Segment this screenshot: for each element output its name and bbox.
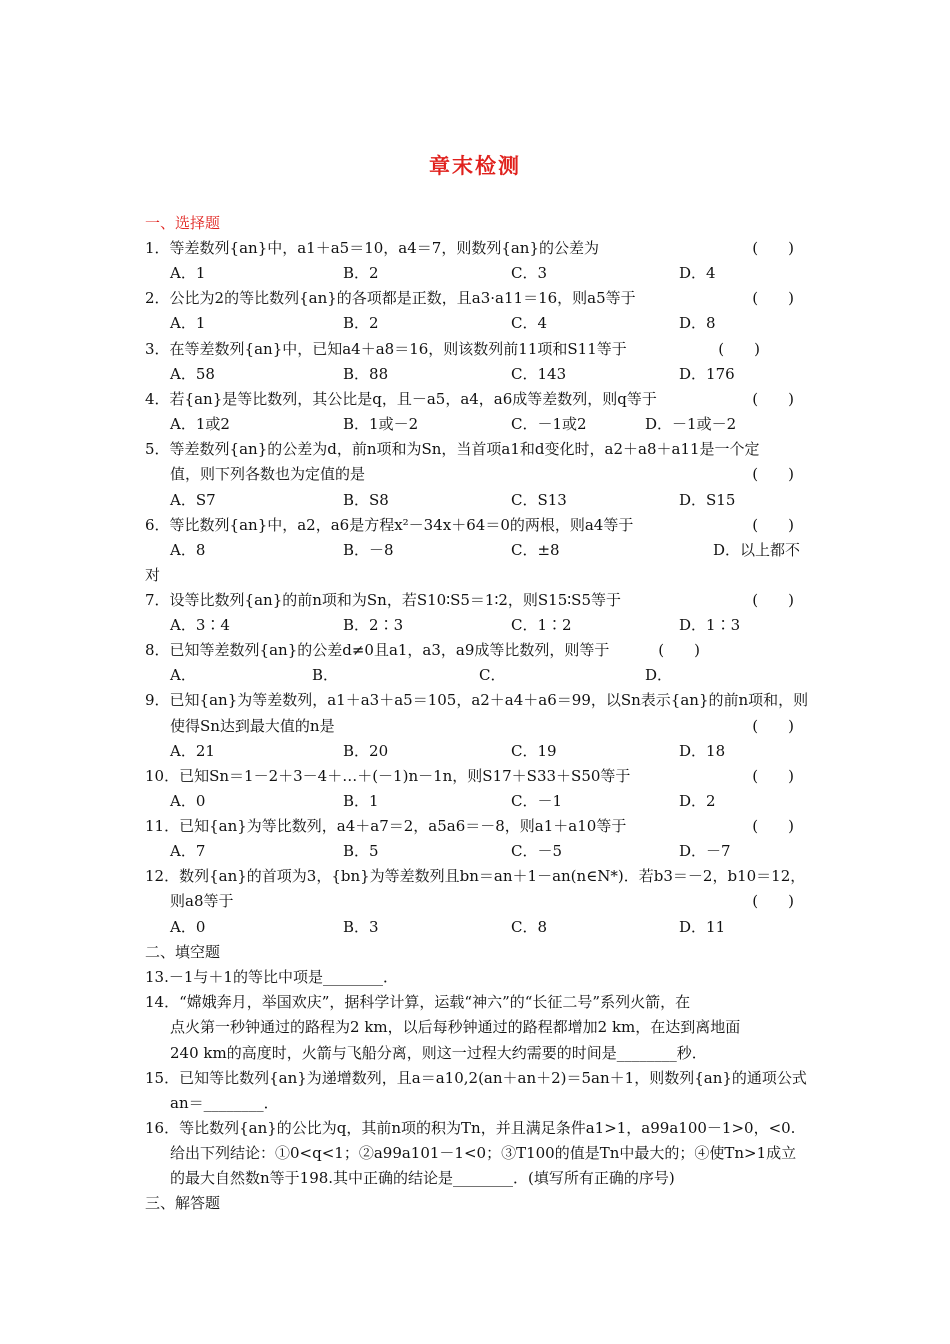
- option-b: B．1或－2: [343, 415, 419, 433]
- option-a: A．7: [170, 842, 206, 860]
- question-1-text: 1．等差数列{an}中，a1＋a5＝10，a4＝7，则数列{an}的公差为: [145, 239, 600, 257]
- option-b: B．88: [343, 365, 389, 383]
- option-c: C．－5: [511, 842, 563, 860]
- question-8-text: 8．已知等差数列{an}的公差d≠0且a1，a3，a9成等比数列，则等于: [145, 641, 610, 659]
- question-11-options: [170, 841, 810, 861]
- option-c: C．19: [511, 742, 557, 760]
- section-heading-fill: 二、填空题: [145, 943, 221, 961]
- question-15-text-2: an＝________．: [170, 1094, 279, 1112]
- option-d: D．8: [679, 314, 716, 332]
- option-b: B．2∶3: [343, 616, 404, 634]
- answer-bracket: ( ): [752, 516, 794, 534]
- question-1: [145, 238, 810, 258]
- option-b: B．1: [343, 792, 379, 810]
- question-14-text-2: 点火第一秒钟通过的路程为2 km，以后每秒钟通过的路程都增加2 km，在达到离地面: [170, 1018, 741, 1036]
- question-10: [145, 766, 810, 786]
- option-a: A．21: [170, 742, 215, 760]
- answer-bracket: ( ): [752, 892, 794, 910]
- question-16-text-2: 给出下列结论：①0<q<1；②a99a101－1<0；③T100的值是Tn中最大的；④使Tn>1成立: [170, 1144, 797, 1162]
- question-9-options: [170, 741, 810, 761]
- question-7-text: 7．设等比数列{an}的前n项和为Sn，若S10∶S5＝1∶2，则S15∶S5等于: [145, 591, 621, 609]
- option-d: D．－7: [679, 842, 731, 860]
- option-a: A．1: [170, 314, 206, 332]
- option-d: D．11: [679, 918, 726, 936]
- question-15-text: 15．已知等比数列{an}为递增数列，且a＝a10,2(an＋an＋2)＝5an＋1，则数列{an}的通项公式: [145, 1069, 807, 1087]
- question-12-line-2: [170, 891, 810, 911]
- question-11: [145, 816, 810, 836]
- option-a: A．S7: [170, 491, 216, 509]
- question-1-options: [170, 263, 810, 283]
- question-3-text: 3．在等差数列{an}中，已知a4＋a8＝16，则该数列前11项和S11等于: [145, 340, 627, 358]
- option-d: D．: [645, 666, 673, 684]
- option-c: C．1∶2: [511, 616, 572, 634]
- question-2: [145, 288, 810, 308]
- option-d: D．S15: [679, 491, 736, 509]
- page-title: 章末检测: [429, 153, 521, 178]
- question-6-text: 6．等比数列{an}中，a2，a6是方程x²－34x＋64＝0的两根，则a4等于: [145, 516, 634, 534]
- question-3: [145, 339, 810, 359]
- question-11-text: 11．已知{an}为等比数列，a4＋a7＝2，a5a6＝－8，则a1＋a10等于: [145, 817, 627, 835]
- answer-bracket: ( ): [752, 717, 794, 735]
- question-4-options: [170, 414, 810, 434]
- answer-bracket: ( ): [752, 591, 794, 609]
- option-d: D．－1或－2: [645, 415, 737, 433]
- option-d: D．4: [679, 264, 716, 282]
- question-6: [145, 515, 810, 535]
- option-c: C．S13: [511, 491, 567, 509]
- question-14-text: 14．“嫦娥奔月，举国欢庆”，据科学计算，运载“神六”的“长征二号”系列火箭，在: [145, 993, 691, 1011]
- question-16-text-3: 的最大自然数n等于198.其中正确的结论是________．(填写所有正确的序号): [170, 1169, 675, 1187]
- question-8-options: [170, 665, 810, 685]
- option-c: C．143: [511, 365, 567, 383]
- option-c: C．3: [511, 264, 548, 282]
- question-7: [145, 590, 810, 610]
- question-9-text: 9．已知{an}为等差数列，a1＋a3＋a5＝105，a2＋a4＋a6＝99，以Sn表示{an}的前n项和，则: [145, 691, 809, 709]
- option-c: C．－1或2: [511, 415, 587, 433]
- option-a: A．1: [170, 264, 206, 282]
- question-7-options: [170, 615, 810, 635]
- question-2-options: [170, 313, 810, 333]
- option-a: A．8: [170, 541, 206, 559]
- answer-bracket: ( ): [752, 465, 794, 483]
- question-12-text-2: 则a8等于: [170, 892, 234, 910]
- option-b: B．－8: [343, 541, 394, 559]
- question-10-text: 10．已知Sn＝1－2＋3－4＋…＋(－1)n－1n，则S17＋S33＋S50等于: [145, 767, 631, 785]
- answer-bracket: ( ): [752, 390, 794, 408]
- option-a: A．1或2: [170, 415, 230, 433]
- option-b: B．2: [343, 314, 379, 332]
- option-b: B．2: [343, 264, 379, 282]
- question-2-text: 2．公比为2的等比数列{an}的各项都是正数，且a3·a11＝16，则a5等于: [145, 289, 636, 307]
- option-c: C．±8: [511, 541, 560, 559]
- answer-bracket: ( ): [752, 239, 794, 257]
- question-16-text: 16．等比数列{an}的公比为q，其前n项的积为Tn，并且满足条件a1>1，a99a100－1>0，<0.: [145, 1119, 796, 1137]
- option-b: B．5: [343, 842, 379, 860]
- question-4-text: 4．若{an}是等比数列，其公比是q，且－a5，a4，a6成等差数列，则q等于: [145, 390, 657, 408]
- option-b: B．3: [343, 918, 379, 936]
- question-9-text-2: 使得Sn达到最大值的n是: [170, 717, 335, 735]
- option-a: A．58: [170, 365, 215, 383]
- answer-bracket: ( ): [658, 641, 700, 659]
- option-d: D．18: [679, 742, 726, 760]
- question-5-options: [170, 490, 810, 510]
- option-a: A．: [170, 666, 196, 684]
- answer-bracket: ( ): [752, 817, 794, 835]
- option-a: A．3∶4: [170, 616, 230, 634]
- option-a: A．0: [170, 792, 206, 810]
- option-c: C．: [479, 666, 506, 684]
- section-heading-choice: 一、选择题: [145, 214, 221, 232]
- section-heading-solve: 三、解答题: [145, 1194, 221, 1212]
- question-5-text: 5．等差数列{an}的公差为d，前n项和为Sn，当首项a1和d变化时，a2＋a8＋a11是一个定: [145, 440, 760, 458]
- question-6-options: [170, 540, 810, 560]
- option-d: D．2: [679, 792, 716, 810]
- question-13-text: 13.－1与＋1的等比中项是________．: [145, 968, 398, 986]
- question-4: [145, 389, 810, 409]
- answer-bracket: ( ): [752, 767, 794, 785]
- question-14-text-3: 240 km的高度时，火箭与飞船分离，则这一过程大约需要的时间是________秒．: [170, 1044, 707, 1062]
- option-c: C．4: [511, 314, 548, 332]
- question-9-line-2: [170, 716, 810, 736]
- option-b: B．: [312, 666, 339, 684]
- answer-bracket: ( ): [752, 289, 794, 307]
- option-b: B．S8: [343, 491, 389, 509]
- option-a: A．0: [170, 918, 206, 936]
- question-6-wrap: 对: [145, 566, 161, 584]
- option-d: D．176: [679, 365, 735, 383]
- option-d: D．1∶3: [679, 616, 741, 634]
- question-12-options: [170, 917, 810, 937]
- question-12-text: 12．数列{an}的首项为3，{bn}为等差数列且bn＝an＋1－an(n∈N*)．若b3＝－2，b10＝12，: [145, 867, 806, 885]
- question-10-options: [170, 791, 810, 811]
- question-5-text-2: 值，则下列各数也为定值的是: [170, 465, 366, 483]
- option-b: B．20: [343, 742, 389, 760]
- option-c: C．－1: [511, 792, 563, 810]
- answer-bracket: ( ): [718, 340, 760, 358]
- option-c: C．8: [511, 918, 548, 936]
- question-3-options: [170, 364, 810, 384]
- question-5-line-2: [170, 464, 810, 484]
- option-d: D．以上都不: [713, 541, 801, 559]
- question-8: [145, 640, 810, 660]
